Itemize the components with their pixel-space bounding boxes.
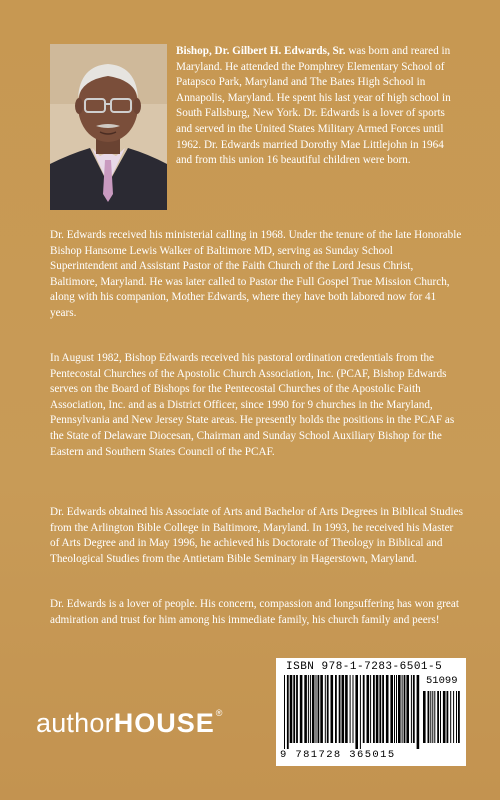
barcode-bar [310, 675, 311, 743]
logo-author-text: author [36, 708, 114, 738]
barcode-bar [404, 675, 406, 743]
barcode-bar [360, 675, 361, 749]
barcode-bar [342, 675, 345, 743]
barcode-bar [370, 675, 371, 743]
barcode-bar [320, 675, 323, 743]
barcode-bar [386, 675, 389, 743]
barcode-bar [376, 675, 379, 743]
barcode-bar [453, 691, 454, 743]
barcode-bar [413, 675, 415, 743]
registered-mark: ® [215, 708, 223, 718]
barcode-bar [382, 675, 384, 743]
author-portrait-image [50, 44, 167, 210]
barcode-bar [430, 691, 431, 743]
barcode-bar [396, 675, 397, 743]
barcode-bar [290, 675, 293, 743]
barcode-bar [450, 691, 451, 743]
barcode-bar [325, 675, 326, 743]
barcode-bar [367, 675, 370, 743]
barcode-bar [316, 675, 317, 743]
barcode-bar [398, 675, 401, 743]
barcode-bar [284, 675, 285, 749]
ean-number: 9 781728 365015 [280, 749, 396, 761]
bio-ordination-paragraph: In August 1982, Bishop Edwards received his pastoral ordination credentials from the Pentecostal Churches of the Apostolic Church Association, Inc. (PCAF, Bishop Edwards serves on the Board of Bishops for the Pentecostal Churches of the Apostolic Faith Association, Inc. and as a District Officer, since 1990 for 9 churches in the Maryland, Pennsylvania and New Jersey State areas. He presently holds the positions in the PCAF as the State of Delaware Diocesan, Chairman and Sunday School Auxiliary Bishop for the Eastern and Southern States Council of the PCAF. [50, 352, 455, 458]
barcode-bar [440, 691, 441, 743]
publisher-logo [36, 708, 223, 739]
author-name: Bishop, Dr. Gilbert H. Edwards, Sr. [176, 45, 346, 57]
barcode-bar [363, 675, 365, 743]
barcode-bar [458, 691, 460, 743]
barcode-bar [312, 675, 315, 743]
barcode-bar [434, 691, 435, 743]
bio-closing-paragraph: Dr. Edwards is a lover of people. His concern, compassion and longsuffering has won great admiration and trust for him among his immediate family, his church family and peers! [50, 598, 459, 626]
barcode-bar [304, 675, 307, 743]
bio-education-paragraph: Dr. Edwards obtained his Associate of Arts and Bachelor of Arts Degrees in Biblical Studies from the Arlington Bible College in Baltimore, Maryland. In 1993, he received his Master of Arts Degree and in May 1996, he achieved his Doctorate of Theology in Biblical and Theological Studies from the Antietam Bible Seminary in Hagerstown, Maryland. [50, 506, 463, 565]
price-addon-number: 51099 [426, 675, 458, 687]
barcode-bar [437, 691, 439, 743]
barcode-bar [447, 691, 449, 743]
barcode-bar [402, 675, 403, 743]
barcode-bar [432, 691, 433, 743]
barcode-bar [339, 675, 341, 743]
barcode-bar [293, 675, 295, 743]
barcode-bar [423, 691, 426, 743]
barcode-bar [390, 675, 393, 743]
barcode-bar [456, 691, 457, 743]
barcode-bar [443, 691, 446, 743]
author-photo [50, 44, 167, 210]
barcode-bar [318, 675, 320, 743]
barcode-bar [394, 675, 395, 743]
barcode-bar [411, 675, 412, 743]
barcode-bar [353, 675, 354, 743]
isbn-text: ISBN 978-1-7283-6501-5 [286, 661, 443, 673]
barcode-bar [300, 675, 303, 743]
bio-ministry-paragraph: Dr. Edwards received his ministerial calling in 1968. Under the tenure of the late Honorable Bishop Hansome Lewis Walker of Baltimore MD, serving as Sunday School Superintendent and Assistant Pastor of the Faith Church of the Lord Jesus Christ, Baltimore, Maryland. He was later called to Pastor the Full Gospel True Mission Church, along with his companion, Mother Edwards, where they have both labored now for 41 years. [50, 229, 462, 319]
bio-intro [176, 44, 458, 169]
ean-barcode-bars [284, 675, 420, 749]
barcode-bar [345, 675, 348, 743]
barcode-bar [417, 675, 420, 749]
barcode-bar [327, 675, 329, 743]
barcode-bar [296, 675, 298, 743]
barcode-bar [355, 675, 358, 749]
logo-house-text: HOUSE [113, 708, 215, 738]
bio-intro-text: was born and reared in Maryland. He attended the Pomphrey Elementary School of Patapsco Park, Maryland and The Bates High School in Annapolis, Maryland. He spent his last year of high school in South Fallsburg, New York. Dr. Edwards is a lover of sports and served in the United States Military Armed Forces until 1962. Dr. Edwards married Dorothy Mae Littlejohn in 1964 and from this union 16 beautiful children were born. [176, 45, 451, 167]
barcode-bar [335, 675, 337, 743]
barcode-bar [428, 691, 430, 743]
barcode-bar [373, 675, 375, 743]
barcode-bar [379, 675, 381, 743]
barcode-bar [331, 675, 334, 743]
barcode-bar [406, 675, 409, 743]
addon-barcode-bars [423, 691, 461, 749]
barcode-bar [350, 675, 351, 743]
isbn-barcode [276, 658, 466, 766]
barcode-bar [287, 675, 289, 749]
barcode-bar [308, 675, 309, 743]
